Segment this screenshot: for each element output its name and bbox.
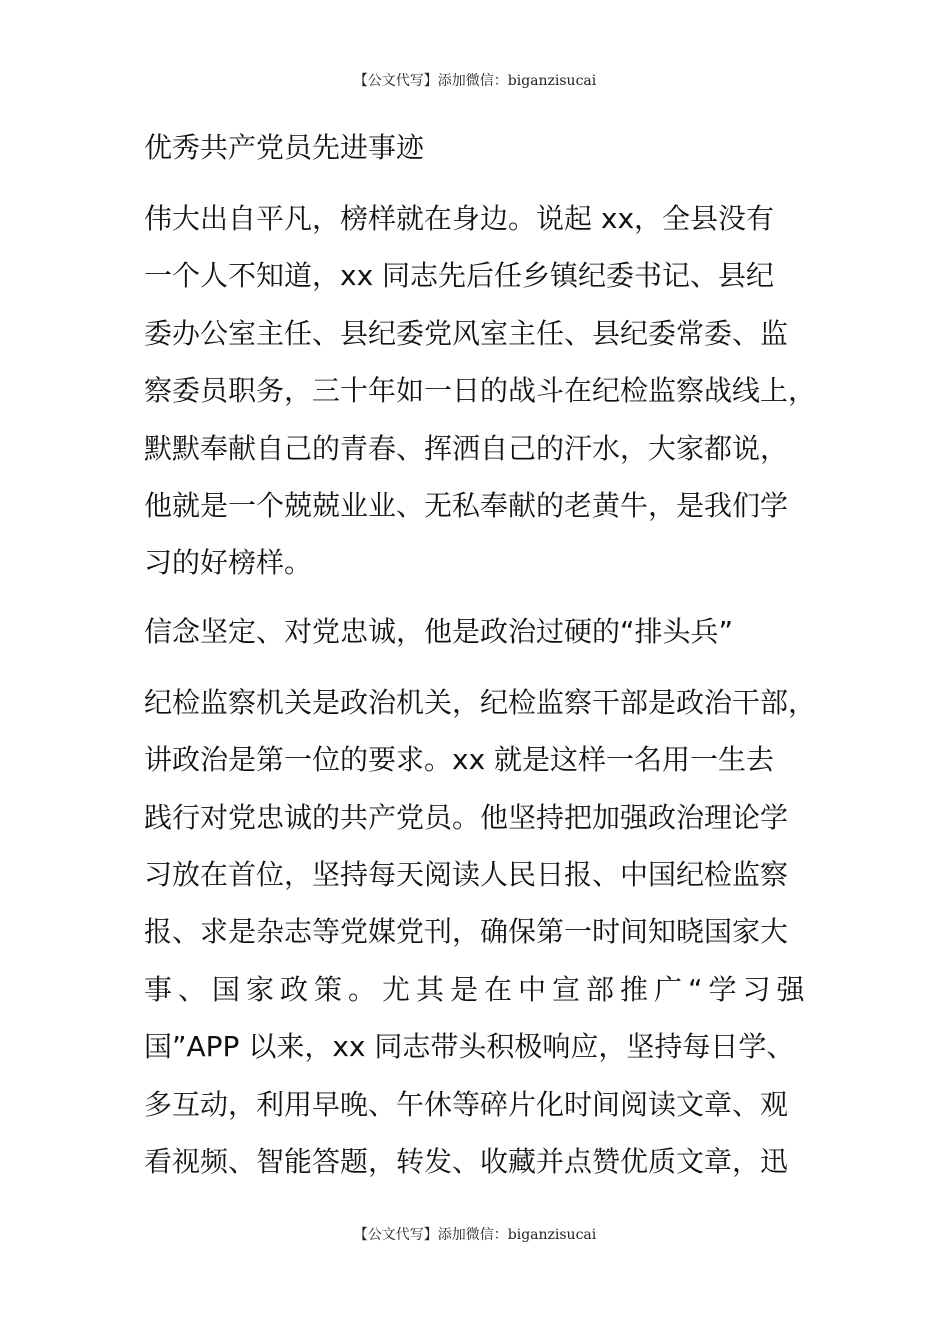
paragraph-line: 察委员职务，三十年如一日的战斗在纪检监察战线上， xyxy=(144,374,817,408)
paragraph-line: 践行对党忠诚的共产党员。他坚持把加强政治理论学 xyxy=(144,800,789,834)
paragraph-intro xyxy=(144,190,834,592)
document-title: 优秀共产党员先进事迹 xyxy=(144,131,425,164)
paragraph-line: 国”APP 以来，xx 同志带头积极响应，坚持每日学、 xyxy=(144,1030,795,1064)
document-body xyxy=(144,120,834,1191)
page-header-watermark: 【公文代写】添加微信：biganzisucai xyxy=(353,73,597,89)
paragraph-line: 事、国家政策。尤其是在中宣部推广“学习强 xyxy=(144,972,811,1006)
paragraph-line: 报、求是杂志等党媒党刊，确保第一时间知晓国家大 xyxy=(144,915,789,949)
paragraph-line: 一个人不知道，xx 同志先后任乡镇纪委书记、县纪 xyxy=(144,259,775,293)
paragraph-line: 默默奉献自己的青春、挥洒自己的汗水，大家都说， xyxy=(144,431,789,465)
section-heading: 信念坚定、对党忠诚，他是政治过硬的“排头兵” xyxy=(144,614,734,648)
paragraph-line: 看视频、智能答题，转发、收藏并点赞优质文章，迅 xyxy=(144,1145,789,1179)
paragraph-line: 纪检监察机关是政治机关，纪检监察干部是政治干部， xyxy=(144,685,817,719)
paragraph-line: 委办公室主任、县纪委党风室主任、县纪委常委、监 xyxy=(144,316,789,350)
paragraph-line: 他就是一个兢兢业业、无私奉献的老黄牛，是我们学 xyxy=(144,489,789,523)
paragraph-line: 习放在首位，坚持每天阅读人民日报、中国纪检监察 xyxy=(144,858,789,892)
paragraph-line: 多互动，利用早晚、午休等碎片化时间阅读文章、观 xyxy=(144,1087,789,1121)
page-footer-watermark: 【公文代写】添加微信：biganzisucai xyxy=(353,1227,597,1243)
paragraph-line: 伟大出自平凡，榜样就在身边。说起 xx，全县没有 xyxy=(144,202,775,235)
paragraph-line: 习的好榜样。 xyxy=(144,546,313,580)
paragraph-section1 xyxy=(144,674,834,1191)
paragraph-line: 讲政治是第一位的要求。xx 就是这样一名用一生去 xyxy=(144,743,775,777)
